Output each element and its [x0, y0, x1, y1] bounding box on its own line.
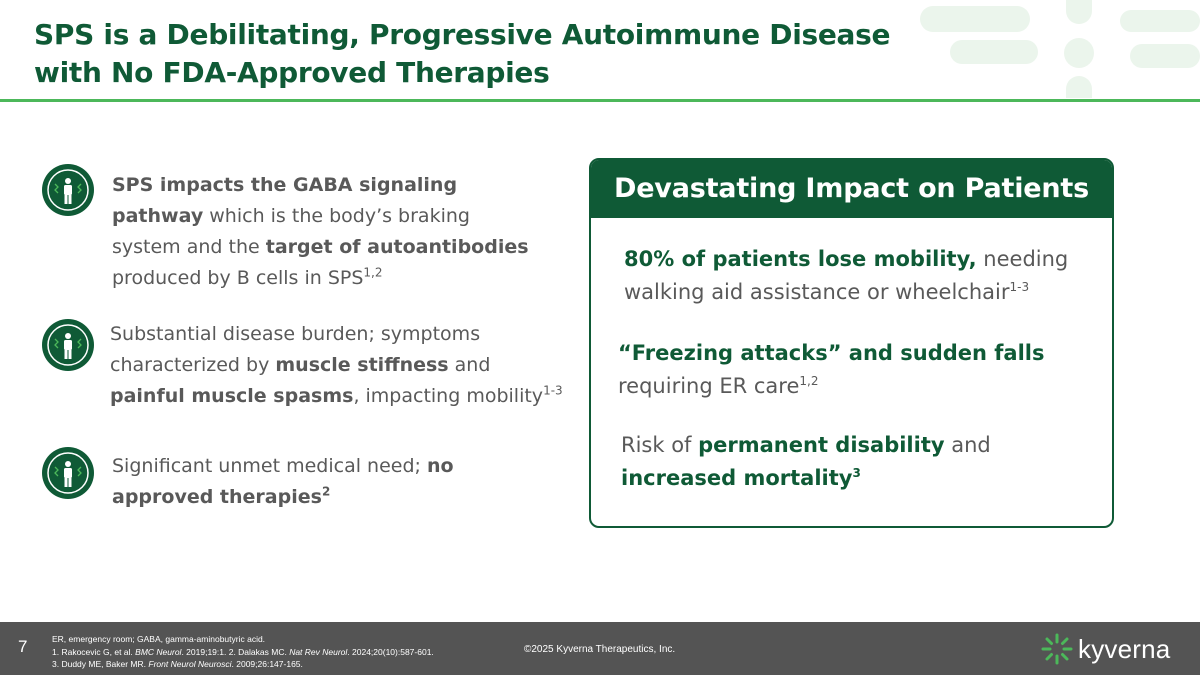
text-bold: SPS impacts the GABA signaling	[112, 174, 458, 196]
text: requiring ER care	[618, 374, 800, 398]
decorative-shape	[1066, 76, 1092, 98]
impact-item-mobility	[624, 243, 1068, 309]
title-divider	[0, 99, 1200, 102]
text-highlight: “Freezing attacks” and sudden falls	[618, 341, 1045, 365]
ref-text: 3. Duddy ME, Baker MR.	[52, 659, 149, 669]
text-highlight: permanent disability	[698, 433, 945, 457]
text-bold: muscle stiffness	[275, 354, 449, 376]
citation: 1,2	[799, 374, 819, 388]
abbreviations: ER, emergency room; GABA, gamma-aminobutyric acid.	[52, 634, 266, 644]
logo-mark-icon	[1040, 632, 1074, 666]
bullet-text	[110, 319, 580, 412]
bullet-text	[112, 170, 582, 294]
text: walking aid assistance or wheelchair	[624, 280, 1010, 304]
slide-title	[34, 16, 894, 92]
decorative-shape	[950, 40, 1038, 64]
journal-name: Front Neurol Neurosci	[148, 659, 232, 669]
copyright: ©2025 Kyverna Therapeutics, Inc.	[524, 644, 676, 655]
text-bold: no	[426, 455, 454, 477]
patient-icon	[40, 445, 96, 501]
kyverna-logo	[1040, 631, 1190, 667]
citation: 1-3	[1009, 280, 1030, 294]
decorative-shape	[1120, 10, 1200, 32]
reference-line	[52, 646, 434, 659]
footer-bar	[0, 622, 1200, 675]
text: system and the	[112, 236, 266, 258]
text-highlight: 80% of patients lose mobility,	[624, 247, 977, 271]
citation: 1-3	[543, 383, 563, 398]
citation: 2	[321, 484, 331, 499]
patient-icon	[40, 162, 96, 218]
text: Risk of	[621, 433, 699, 457]
text: and	[944, 433, 991, 457]
impact-item-freezing	[618, 337, 1045, 403]
ref-text: . 2024;20(10):587-601.	[347, 646, 434, 657]
title-line-1: SPS is a Debilitating, Progressive Autoimmune Disease	[34, 18, 891, 51]
text-bold: target of autoantibodies	[265, 236, 529, 258]
text: Significant unmet medical need;	[112, 455, 427, 477]
bullet-text	[112, 451, 582, 513]
logo-wordmark: kyverna	[1078, 634, 1171, 664]
text-bold: painful muscle spasms	[110, 385, 354, 407]
panel-heading: Devastating Impact on Patients	[591, 160, 1112, 218]
impact-panel	[589, 158, 1114, 528]
decorative-shape	[1064, 38, 1094, 68]
ref-text: . 2019;19:1. 2. Dalakas MC.	[181, 646, 290, 657]
text: and	[448, 354, 491, 376]
decorative-shape	[1130, 44, 1200, 68]
ref-text: . 2009;26:147-165.	[231, 659, 303, 669]
text: , impacting mobility	[353, 385, 544, 407]
title-line-2: with No FDA-Approved Therapies	[34, 56, 550, 89]
page-number: 7	[18, 637, 28, 656]
patient-icon	[40, 317, 96, 373]
ref-text: 1. Rakocevic G, et al.	[52, 646, 136, 657]
text: Substantial disease burden; symptoms	[110, 323, 481, 345]
citation: 1,2	[363, 265, 383, 280]
reference-line	[52, 658, 434, 671]
journal-name: Nat Rev Neurol	[289, 646, 348, 657]
references	[52, 633, 434, 671]
text: characterized by	[110, 354, 276, 376]
citation: 3	[852, 466, 861, 480]
journal-name: BMC Neurol	[135, 646, 182, 657]
text: needing	[976, 247, 1069, 271]
decorative-shape	[1066, 0, 1092, 24]
text-highlight: increased mortality	[621, 466, 853, 490]
impact-item-disability	[621, 429, 991, 495]
decorative-shape	[920, 6, 1030, 32]
text: which is the body’s braking	[203, 205, 470, 227]
text: produced by B cells in SPS	[112, 267, 364, 289]
text-bold: pathway	[112, 205, 204, 227]
text-bold: approved therapies	[112, 486, 322, 508]
